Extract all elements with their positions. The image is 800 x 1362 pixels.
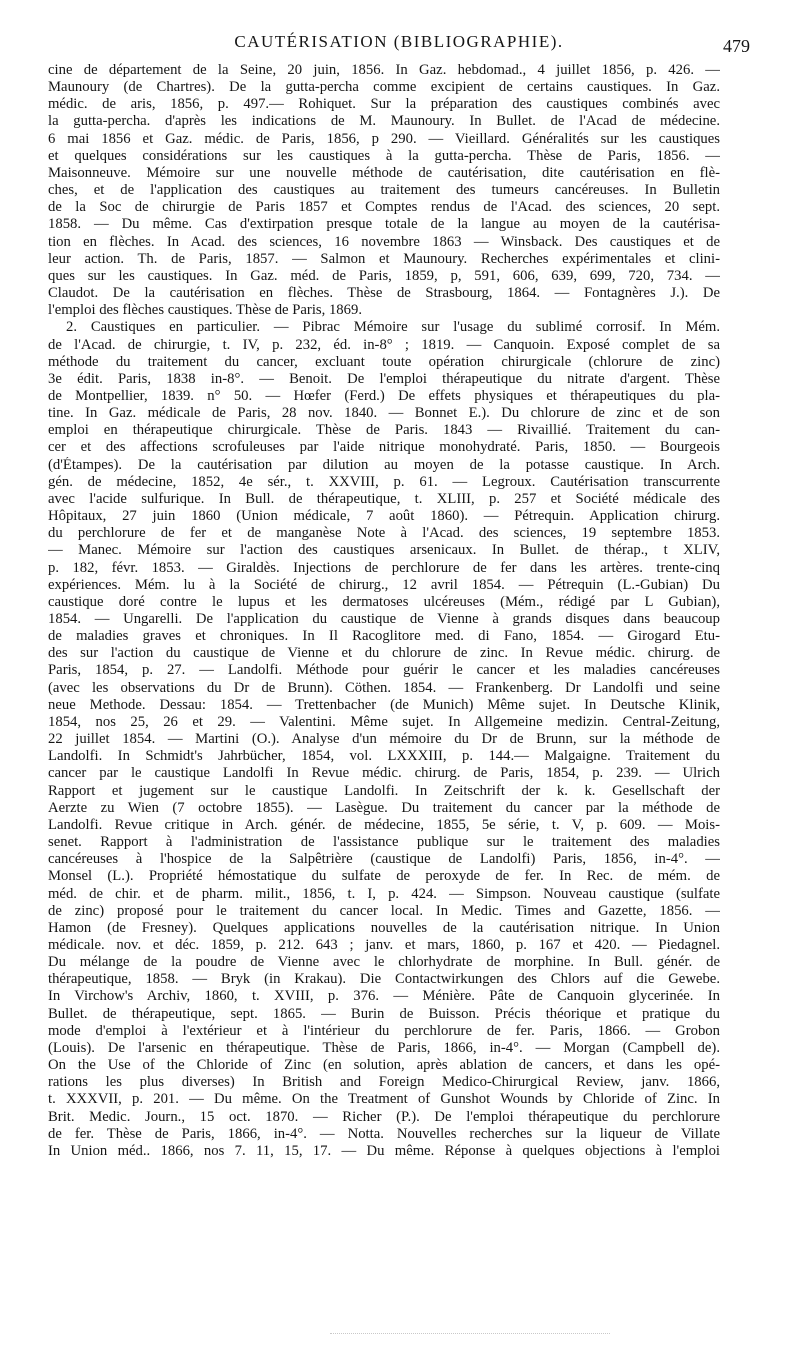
text-line: leur action. Th. de Paris, 1857. — Salmon et Maunoury. Recherches expérimentales et clini-: [48, 250, 720, 267]
text-line: Paris, 1854, p. 27. — Landolfi. Méthode pour guérir le cancer et les maladies cancéreuses: [48, 662, 720, 679]
text-line: Monsel (L.). Propriété hémostatique du sulfate de peroxyde de fer. In Rec. de mém. de: [48, 868, 720, 885]
text-line: Hamon (de Fresney). Quelques applications nouvelles de la cautérisation nitrique. In Union: [48, 919, 720, 936]
text-line: 6 mai 1856 et Gaz. médic. de Paris, 1856, p 290. — Vieillard. Généralités sur les caustiques: [48, 130, 720, 147]
text-line: de l'Acad. de chirurgie, t. IV, p. 232, éd. in-8° ; 1819. — Canquoin. Exposé complet de sa: [48, 336, 720, 353]
text-line: — Manec. Mémoire sur l'action des caustiques arsenicaux. In Bullet. de thérap., t XLIV,: [48, 542, 720, 559]
running-head: [48, 32, 750, 60]
text-line: méthode du traitement du cancer, excluant toute opération chirurgicale (chlorure de zinc): [48, 353, 720, 370]
text-line: Rapport et jugement sur le caustique Landolfi. In Zeitschrift der k. k. Gesellschaft der: [48, 782, 720, 799]
text-line: de Montpellier, 1839. n° 50. — Hœfer (Ferd.) De effets physiques et thérapeutiques du pla-: [48, 387, 720, 404]
text-line: et quelques considérations sur les caustiques à la gutta-percha. Thèse de Paris, 1856. —: [48, 147, 720, 164]
text-line: 1858. — Du même. Cas d'extirpation presque totale de la langue au moyen de la cautérisa-: [48, 216, 720, 233]
text-line: l'emploi des flèches caustiques. Thèse de Paris, 1869.: [48, 302, 363, 319]
text-line: cancéreuses à l'hospice de la Salpêtrière (caustique de Landolfi) Paris, 1856, in-4°. —: [48, 851, 720, 868]
text-line: Aerzte zu Wien (7 octobre 1855). — Lasègue. Du traitement du cancer par la méthode de: [48, 799, 720, 816]
text-line: 1854. — Ungarelli. De l'application du caustique de Vienne à grands disques dans beaucoup: [48, 611, 720, 627]
text-line: (d'Étampes). De la cautérisation par dilution au moyen de la potasse caustique. In Arch.: [48, 456, 720, 473]
text-line: rations les plus diverses) In British and Foreign Medico-Chirurgical Review, janv. 1866,: [48, 1074, 720, 1091]
page-number: 479: [723, 36, 750, 56]
text-line: 2. Caustiques en particulier. — Pibrac Mémoire sur l'usage du sublimé corrosif. In Mém.: [66, 319, 720, 336]
text-line: (Louis). De l'arsenic en thérapeutique. Thèse de Paris, 1866, in-4°. — Morgan (Campbell de).: [48, 1039, 720, 1056]
text-line: cine de département de la Seine, 20 juin, 1856. In Gaz. hebdomad., 4 juillet 1856, p. 426. —: [48, 62, 720, 78]
text-line: Landolfi. In Schmidt's Jahrbücher, 1854, vol. LXXXIII, p. 144.— Malgaigne. Traitement du: [48, 748, 720, 765]
text-line: du perchlorure de fer et de manganèse Note à l'Acad. des sciences, 19 septembre 1853.: [48, 525, 720, 542]
text-line: Hôpitaux, 27 juin 1860 (Union médicale, 7 août 1860). — Pétrequin. Application chirurg.: [48, 508, 720, 525]
text-line: Du mélange de la poudre de Vienne avec le chlorhydrate de morphine. In Bull. génér. de: [48, 954, 720, 971]
text-line: p. 182, févr. 1853. — Giraldès. Injections de perchlorure de fer dans les artères. trente-cinq: [48, 559, 720, 576]
text-line: In Virchow's Archiv, 1860, t. XVIII, p. 376. — Ménière. Pâte de Canquoin glycerinée. In: [48, 988, 720, 1005]
text-line: Claudot. De la cautérisation en flèches. Thèse de Strasbourg, 1864. — Fontagnères J.). De: [48, 285, 720, 302]
text-line: emploi en thérapeutique chirurgicale. Thèse de Paris. 1843 — Rivaillié. Traitement du can-: [48, 422, 720, 439]
text-line: médicale. nov. et déc. 1859, p. 212. 643 ; janv. et mars, 1860, p. 167 et 420. — Piedagnel.: [48, 936, 720, 953]
text-line: ches, et de l'application des caustiques au traitement des tumeurs cancéreuses. In Bulletin: [48, 182, 720, 199]
text-line: t. XXXVII, p. 201. — Du même. On the Treatment of Gunshot Wounds by Chloride of Zinc. In: [48, 1091, 720, 1108]
text-line: de zinc) proposé pour le traitement du cancer local. In Medic. Times and Gazette, 1856. —: [48, 902, 720, 919]
text-line: cancer par le caustique Landolfi In Revue médic. chirurg. de Paris, 1854, p. 239. — Ulrich: [48, 765, 720, 782]
text-line: gén. de médecine, 1852, 4e sér., t. XXVIII, p. 61. — Legroux. Cautérisation transcurrente: [48, 473, 720, 490]
bibliography-text: [48, 62, 720, 1160]
text-line: la gutta-percha. d'après les indications de M. Maunoury. In Bullet. de l'Acad de médecine.: [48, 113, 720, 130]
text-line: Landolfi. Revue critique in Arch. génér. de médecine, 1855, 5e série, t. V, p. 609. — Mois-: [48, 816, 720, 833]
text-line: neue Methode. Dessau: 1854. — Trettenbacher (de Munich) Même sujet. In Deutsche Klinik,: [48, 696, 720, 713]
text-line: de fer. Thèse de Paris, 1866, in-4°. — Notta. Nouvelles recherches sur la liqueur de Villate: [48, 1125, 720, 1142]
text-line: 3e édit. Paris, 1838 in-8°. — Benoit. De l'emploi thérapeutique du nitrate d'argent. Thèse: [48, 370, 720, 387]
text-line: de la Soc de chirurgie de Paris 1857 et Comptes rendus de l'Acad. des sciences, 20 sept.: [48, 199, 720, 216]
text-line: thérapeutique, 1858. — Bryk (in Krakau). Die Contactwirkungen des Chlors auf die Gewebe.: [48, 971, 720, 988]
text-line: Maunoury (de Chartres). De la gutta-percha comme excipient de certains caustiques. In Gaz.: [48, 79, 720, 96]
text-line: méd. de chir. et de pharm. milit., 1856, t. I, p. 424. — Simpson. Nouveau caustique (sulfate: [48, 885, 720, 902]
running-head-title: CAUTÉRISATION (BIBLIOGRAPHIE).: [234, 32, 564, 51]
text-line: des sur l'action du caustique de Vienne et du chlorure de zinc. In Revue médic. chirurg. de: [48, 645, 720, 662]
text-line: Maisonneuve. Mémoire sur une nouvelle méthode de cautérisation, dite cautérisation en flè-: [48, 164, 720, 181]
text-line: In Union méd.. 1866, nos 7. 11, 15, 17. — Du même. Réponse à quelques objections à l'emploi: [48, 1142, 720, 1159]
text-line: ques sur les caustiques. In Gaz. méd. de Paris, 1859, p, 591, 606, 639, 699, 720, 734. —: [48, 267, 720, 284]
text-line: avec l'acide sulfurique. In Bull. de thérapeutique, t. XLIII, p. 257 et Société médicale des: [48, 490, 720, 507]
text-line: expériences. Mém. lu à la Société de chirurg., 12 avril 1854. — Pétrequin (L.-Gubian) Du: [48, 576, 720, 593]
text-line: mode d'emploi à l'extérieur et à l'intérieur du perchlorure de fer. Paris, 1866. — Grobon: [48, 1022, 720, 1039]
bottom-rule: [330, 1333, 610, 1334]
text-line: senet. Rapport à l'administration de l'assistance publique sur le traitement des maladies: [48, 834, 720, 851]
text-line: 1854, nos 25, 26 et 29. — Valentini. Même sujet. In Allgemeine medizin. Central-Zeitung,: [48, 713, 720, 730]
text-line: 22 juillet 1854. — Martini (O.). Analyse d'un mémoire du Dr de Brunn, sur la méthode de: [48, 731, 720, 748]
text-line: Brit. Medic. Journ., 15 oct. 1870. — Richer (P.). De l'emploi thérapeutique du perchlorure: [48, 1108, 720, 1125]
text-line: caustique doré contre le lupus et les dermatoses ulcéreuses (Mém., rédigé par L Gubian),: [48, 593, 720, 610]
text-line: cer et des affections scrofuleuses par l'aide nitrique monohydraté. Paris, 1850. — Bourgeois: [48, 439, 720, 456]
text-line: Bullet. de thérapeutique, sept. 1865. — Burin de Buisson. Précis théorique et pratique du: [48, 1005, 720, 1022]
text-line: (avec les observations du Dr de Brunn). Cöthen. 1854. — Frankenberg. Dr Landolfi und seine: [48, 679, 720, 696]
text-line: médic. de aris, 1856, p. 497.— Rohiquet. Sur la préparation des caustiques combinés avec: [48, 96, 720, 113]
text-line: tion en flèches. In Acad. des sciences, 16 novembre 1863 — Winsback. Des caustiques et de: [48, 233, 720, 250]
text-line: On the Use of the Chloride of Zinc (en solution, après ablation de cancers, et dans les opé-: [48, 1057, 720, 1074]
text-line: tine. In Gaz. médicale de Paris, 28 nov. 1840. — Bonnet E.). Du chlorure de zinc et de son: [48, 405, 720, 422]
text-line: de maladies graves et chroniques. In Il Racoglitore med. di Fano, 1854. — Girogard Etu-: [48, 628, 720, 645]
